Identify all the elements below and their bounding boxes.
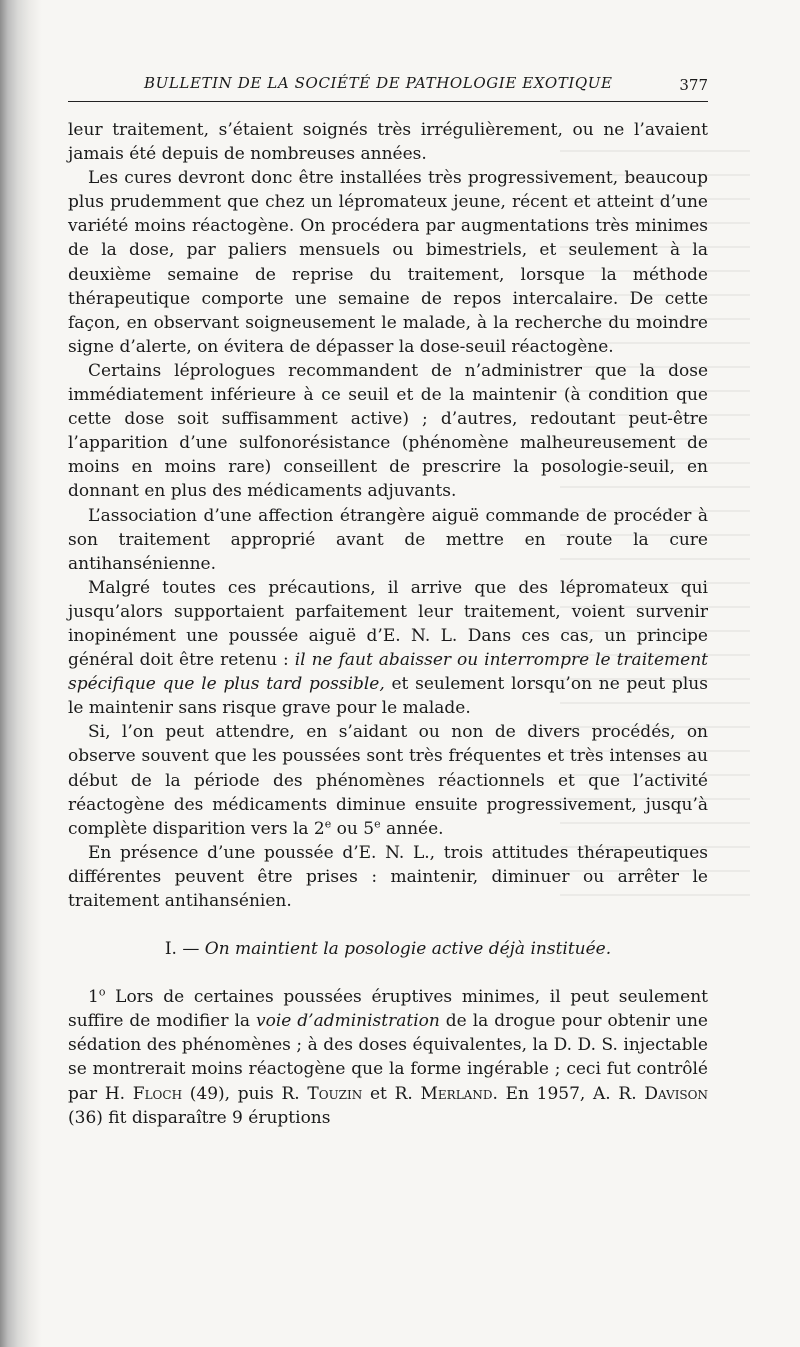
journal-title: BULLETIN DE LA SOCIÉTÉ DE PATHOLOGIE EXOTIQUE	[144, 74, 613, 92]
item-number-suffix: o	[98, 985, 106, 999]
paragraph-8	[68, 985, 708, 1130]
paragraph-8-text-c: (49), puis R.	[182, 1083, 308, 1104]
paragraph-8-text-d: et R.	[362, 1083, 421, 1104]
binding-shadow	[0, 0, 42, 1347]
paragraph-8-text-f: (36) fit disparaître 9 éruptions	[68, 1107, 331, 1128]
paragraph-6	[68, 720, 708, 840]
paragraph-8-text-b: de la drogue pour obtenir une sédation des phénomènes ; à des doses équivalentes, la D. D. S. injectable se montrerait moins réactogène que la forme ingérable ; ceci fut contrôlé par H.	[68, 1011, 708, 1104]
header-rule	[68, 101, 708, 102]
paragraph-5	[68, 576, 708, 721]
paragraph-4: L’association d’une affection étrangère aiguë commande de procéder à son traitement approprié avant de mettre en route la cure antihansénienne.	[68, 505, 708, 574]
section-numeral: I. —	[164, 939, 205, 960]
paragraph-6-text-mid: ou 5	[331, 818, 375, 839]
running-header	[68, 74, 708, 100]
paragraph-7: En présence d’une poussée d’E. N. L., trois attitudes thérapeutiques différentes peuvent être prises : maintenir, diminuer ou arrêter le traitement antihansénien.	[68, 842, 708, 911]
page-number: 377	[679, 76, 708, 94]
author-floch: Floch	[132, 1083, 183, 1104]
author-touzin: Touzin	[307, 1083, 363, 1104]
author-merland: Merland	[420, 1083, 493, 1104]
paragraph-5-text-b: et seulement lorsqu’on ne peut plus le maintenir sans risque grave pour le malade.	[68, 674, 708, 719]
ordinal-suffix-2: e	[374, 817, 381, 831]
paragraph-6-text-a: Si, l’on peut attendre, en s’aidant ou non de divers procédés, on observe souvent que les poussées sont très fréquentes et très intenses au début de la période des phénomènes réactionnels et que l’activité réactogène des médicaments diminue ensuite progressivement, jusqu’à complète disparition vers la 2	[68, 722, 708, 839]
paragraph-1: leur traitement, s’étaient soignés très irrégulièrement, ou ne l’avaient jamais été depuis de nombreuses années.	[68, 120, 708, 165]
paragraph-6-text-end: année.	[380, 818, 444, 839]
item-number: 1	[88, 987, 99, 1008]
body-text	[68, 118, 708, 1130]
paragraph-5-text-a: Malgré toutes ces précautions, il arrive que des lépromateux qui jusqu’alors supportaient parfaitement leur traitement, voient survenir inopinément une poussée aiguë d’E. N. L. Dans ces cas, un principe général doit être retenu :	[68, 577, 708, 671]
paragraph-8-text-e: . En 1957, A. R.	[492, 1083, 645, 1104]
paragraph-8-text-a: Lors de certaines poussées éruptives minimes, il peut seulement suffire de modifier la	[68, 987, 708, 1032]
paragraph-8-emphasis: voie d’administration	[255, 1011, 440, 1032]
author-davison: Davison	[644, 1083, 708, 1104]
paragraph-2: Les cures devront donc être installées très progressivement, beaucoup plus prudemment que chez un lépromateux jeune, récent et atteint d’une variété moins réactogène. On procédera par augmentations très minimes de la dose, par paliers mensuels ou bimestriels, et seulement à la deuxième semaine de reprise du traitement, lorsque la méthode thérapeutique comporte une semaine de repos intercalaire. De cette façon, en observant soigneusement le malade, à la recherche du moindre signe d’alerte, on évitera de dépasser la dose-seuil réactogène.	[68, 168, 708, 357]
paragraph-3: Certains léprologues recommandent de n’administrer que la dose immédiatement inférieure à ce seuil et de la maintenir (à condition que cette dose soit suffisamment active) ; d’autres, redoutant peut-être l’apparition d’une sulfonorésistance (phénomène malheureusement de moins en moins rare) conseillent de prescrire la posologie-seuil, en donnant en plus des médicaments adjuvants.	[68, 360, 708, 502]
paragraph-5-emphasis: il ne faut abaisser ou interrompre le traitement spécifique que le plus tard possible,	[68, 650, 708, 695]
section-title: On maintient la posologie active déjà instituée.	[204, 939, 612, 960]
section-heading	[68, 937, 708, 961]
ordinal-suffix-1: e	[324, 817, 332, 831]
